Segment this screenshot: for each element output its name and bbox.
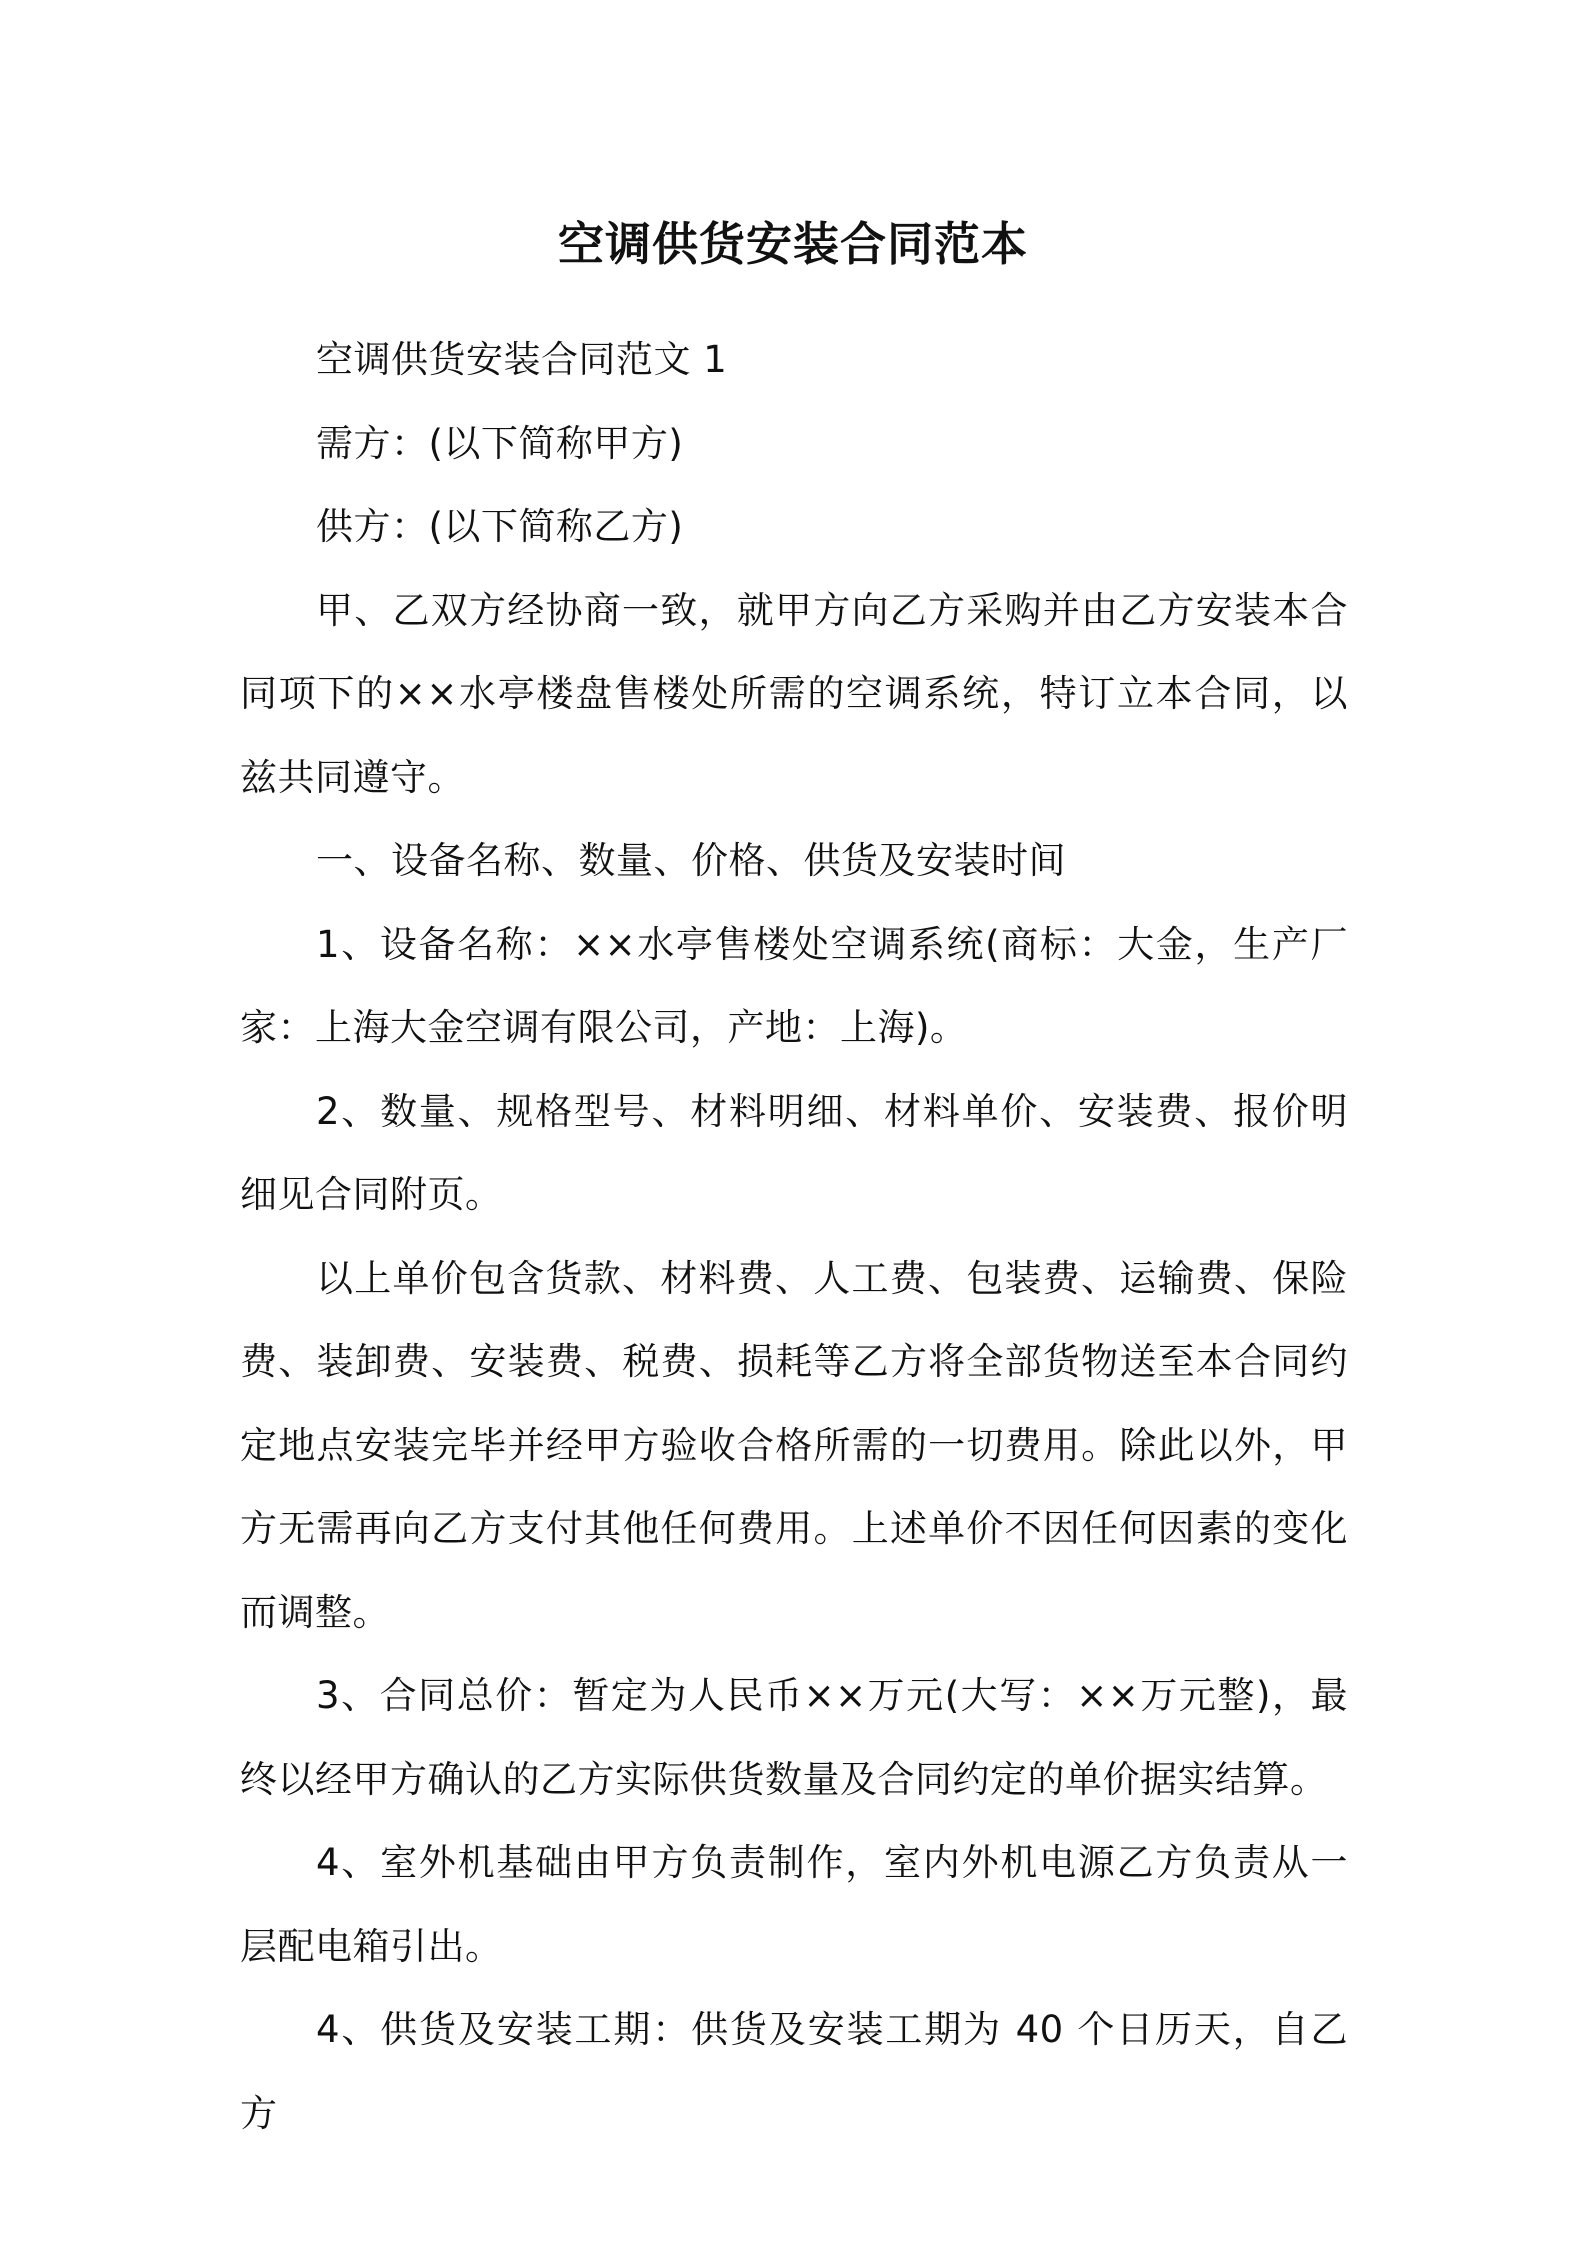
clause-1: 1、设备名称：××水亭售楼处空调系统(商标：大金，生产厂家：上海大金空调有限公司，产地：上海)。: [240, 922, 1348, 1049]
clause-2: 2、数量、规格型号、材料明细、材料单价、安装费、报价明细见合同附页。: [240, 1089, 1348, 1216]
clause-4-schedule: 4、供货及安装工期：供货及安装工期为 40 个日历天，自乙方: [240, 2008, 1348, 2135]
document-title: 空调供货安装合同范本: [558, 217, 1028, 271]
clause-price-includes: 以上单价包含货款、材料费、人工费、包装费、运输费、保险费、装卸费、安装费、税费、损耗等乙方将全部货物送至本合同约定地点安装完毕并经甲方验收合格所需的一切费用。除此以外，甲方无需再向乙方支付其他任何费用。上述单价不因任何因素的变化而调整。: [240, 1256, 1348, 1634]
paragraph-supplier: 供方：(以下简称乙方): [316, 505, 684, 548]
section-heading-1: 一、设备名称、数量、价格、供货及安装时间: [316, 839, 1066, 882]
paragraph-buyer: 需方：(以下简称甲方): [316, 421, 684, 465]
paragraph-preamble: 甲、乙双方经协商一致，就甲方向乙方采购并由乙方安装本合同项下的××水亭楼盘售楼处所需的空调系统，特订立本合同，以兹共同遵守。: [240, 588, 1348, 799]
document-body: [240, 318, 1348, 2155]
clause-4-outdoor-unit: 4、室外机基础由甲方负责制作，室内外机电源乙方负责从一层配电箱引出。: [240, 1841, 1348, 1968]
paragraph-contract-heading: 空调供货安装合同范文 1: [316, 338, 728, 381]
clause-3: 3、合同总价：暂定为人民币××万元(大写：××万元整)，最终以经甲方确认的乙方实际供货数量及合同约定的单价据实结算。: [240, 1674, 1348, 1801]
